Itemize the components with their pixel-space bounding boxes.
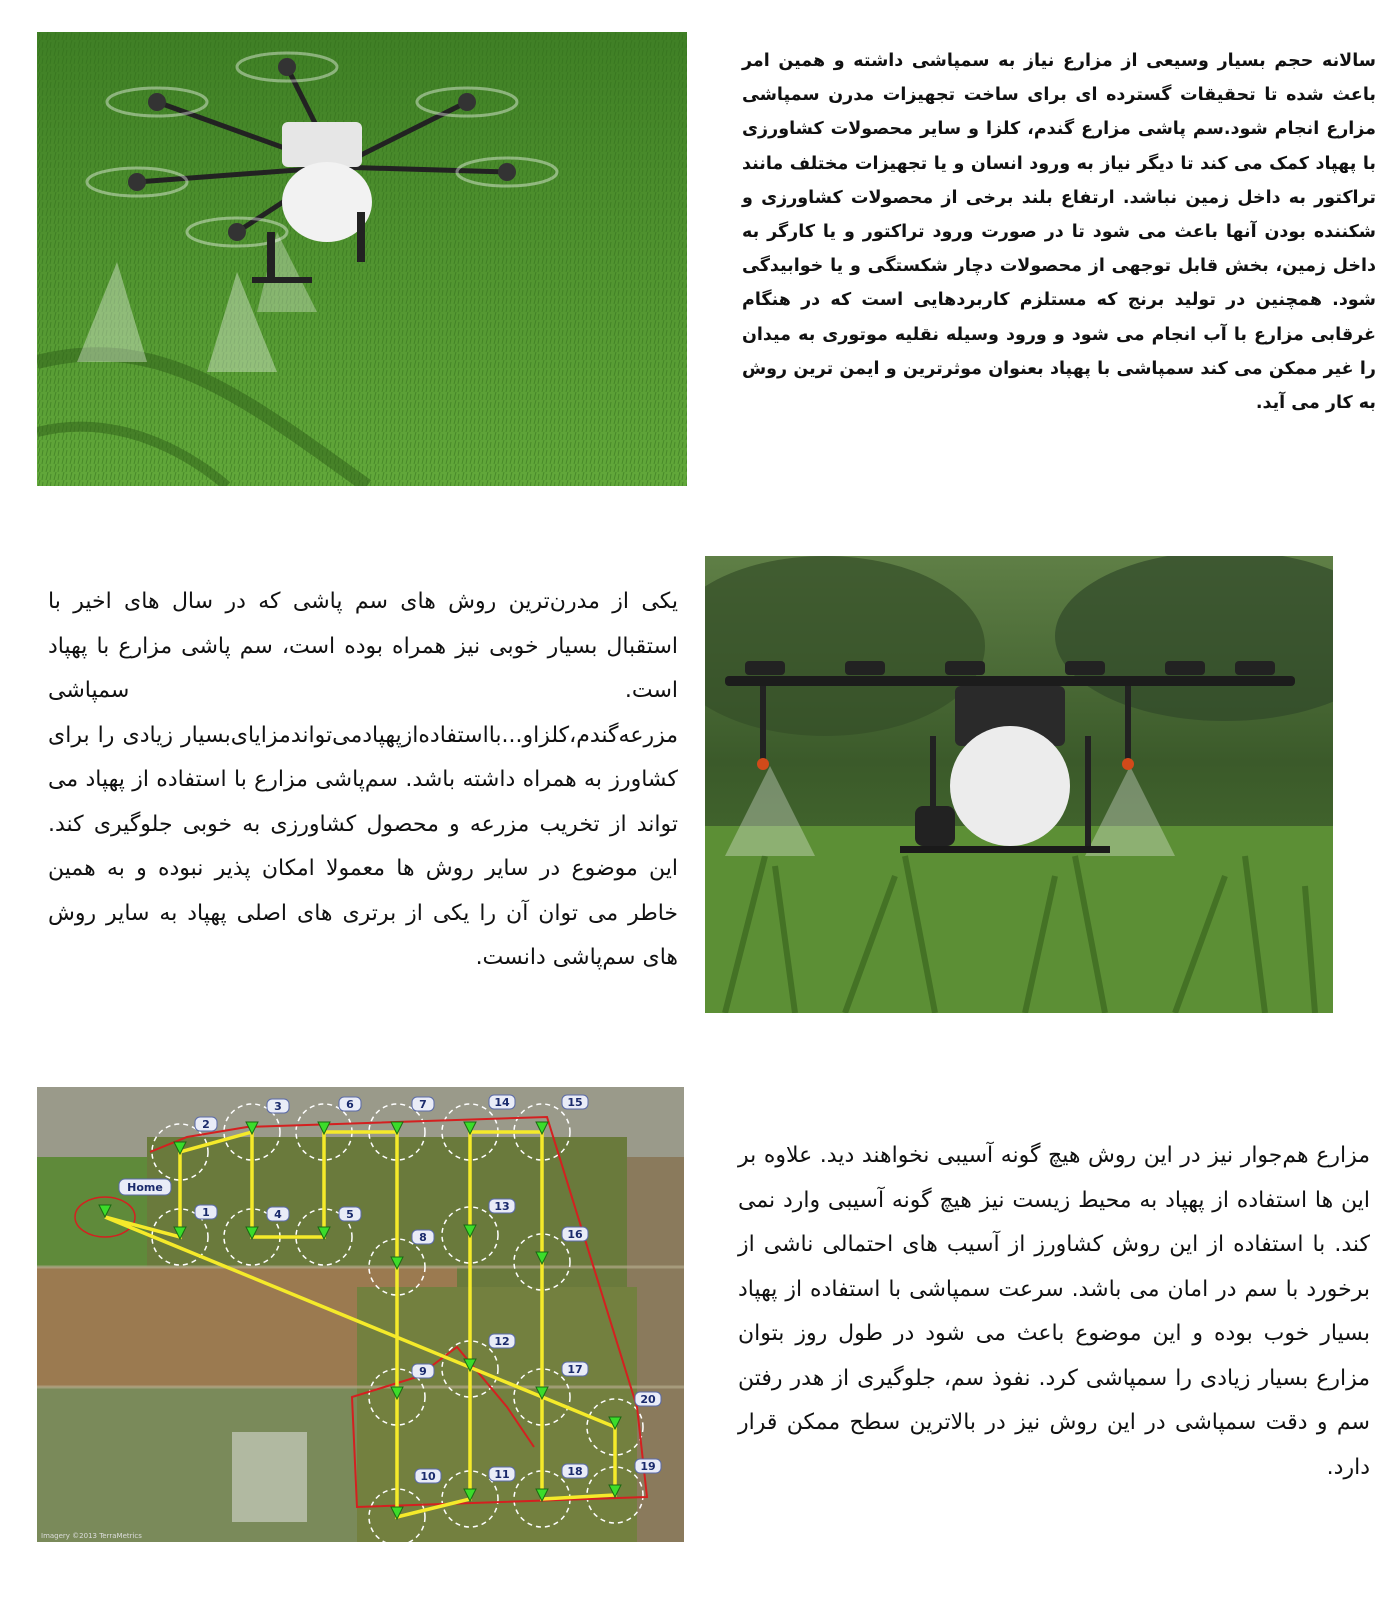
paragraph-benefits: مزارع هم‌جوار نیز در این روش هیچ گونه آسیبی نخواهند دید. علاوه بر این ها استفاده از پهپاد به محیط زیست نیز هیچ گونه آسیبی وارد نمی کند. با استفاده از این روش کشاورز از آسیب های احتمالی ناشی از برخورد با سم در امان می باشد. سرعت سمپاشی با استفاده از پهپاد بسیار خوب بوده و این موضوع باعث می شود در طول روز بتوان مزارع بسیار زیادی را سمپاشی کرد. نفوذ سم، جلوگیری از هدر رفتن سم و دقت سمپاشی در این روش نیز در بالاترین سطح ممکن قرار دارد. bbox=[738, 1143, 1370, 1480]
waypoint-label-11: 11 bbox=[494, 1468, 510, 1481]
waypoint-label-5: 5 bbox=[346, 1208, 354, 1221]
waypoint-label-3: 3 bbox=[274, 1100, 282, 1113]
drone-corn-photo bbox=[705, 556, 1333, 1013]
paragraph-intro: سالانه حجم بسیار وسیعی از مزارع نیاز به سمپاشی داشته و همین امر باعث شده تا تحقیقات گسترده ای برای ساخت تجهیزات مدرن سمپاشی مزارع انجام شود.سم پاشی مزارع گندم، کلزا و سایر محصولات کشاورزی با پهپاد کمک می کند تا دیگر نیاز به ورود انسان و یا تجهیزات مختلف مانند تراکتور به داخل زمین نباشد. ارتفاع بلند برخی از محصولات کشاورزی و شکننده بودن آنها باعث می شود تا در صورت ورود تراکتور و یا کارگر به داخل زمین، بخش قابل توجهی از محصولات دچار شکستگی و یا خوابیدگی شود. همچنین در تولید برنج که مستلزم کاربردهایی است که در هنگام غرقابی مزارع با آب انجام می شود و ورود وسیله نقلیه موتوری به میدان را غیر ممکن می کند سمپاشی با پهپاد بعنوان موثرترین و ایمن ترین روش به کار می آید. bbox=[742, 51, 1376, 414]
waypoint-label-16: 16 bbox=[567, 1228, 583, 1241]
waypoint-label-7: 7 bbox=[419, 1098, 427, 1111]
drone-wheat-photo bbox=[37, 32, 687, 486]
flight-plan-map bbox=[37, 1087, 684, 1542]
map-home-label: Home bbox=[127, 1181, 163, 1194]
waypoint-label-18: 18 bbox=[567, 1465, 583, 1478]
waypoint-label-17: 17 bbox=[567, 1363, 583, 1376]
waypoint-label-13: 13 bbox=[494, 1200, 510, 1213]
waypoint-label-4: 4 bbox=[274, 1208, 282, 1221]
waypoint-label-9: 9 bbox=[419, 1365, 427, 1378]
waypoint-label-15: 15 bbox=[567, 1096, 583, 1109]
waypoint-label-12: 12 bbox=[494, 1335, 510, 1348]
waypoint-label-2: 2 bbox=[202, 1118, 210, 1131]
waypoint-label-1: 1 bbox=[202, 1206, 210, 1219]
waypoint-label-10: 10 bbox=[420, 1470, 436, 1483]
waypoint-label-8: 8 bbox=[419, 1231, 427, 1244]
paragraph-modern-method: یکی از مدرن‌ترین روش های سم پاشی که در سال های اخیر با استقبال بسیار خوبی نیز همراه بوده است، سم پاشی مزارع با پهپاد است. سمپاشی مزرعه‌گندم،کلزاو...بااستفاده‌ازپهپادمی‌تواندمزایای‌بسیار زیادی را برای کشاورز به همراه داشته باشد. سم‌پاشی مزارع با استفاده از پهپاد می تواند از تخریب مزرعه و محصول کشاورزی به خوبی جلوگیری کند. این موضوع در سایر روش ها معمولا امکان پذیر نبوده و به همین خاطر می توان آن را یکی از برتری های اصلی پهپاد به سایر روش های سم‌پاشی دانست. bbox=[48, 589, 678, 970]
waypoint-label-20: 20 bbox=[640, 1393, 656, 1406]
waypoint-label-19: 19 bbox=[640, 1460, 656, 1473]
waypoint-label-6: 6 bbox=[346, 1098, 354, 1111]
map-copyright: Imagery ©2013 TerraMetrics bbox=[41, 1532, 142, 1540]
waypoint-label-14: 14 bbox=[494, 1096, 510, 1109]
